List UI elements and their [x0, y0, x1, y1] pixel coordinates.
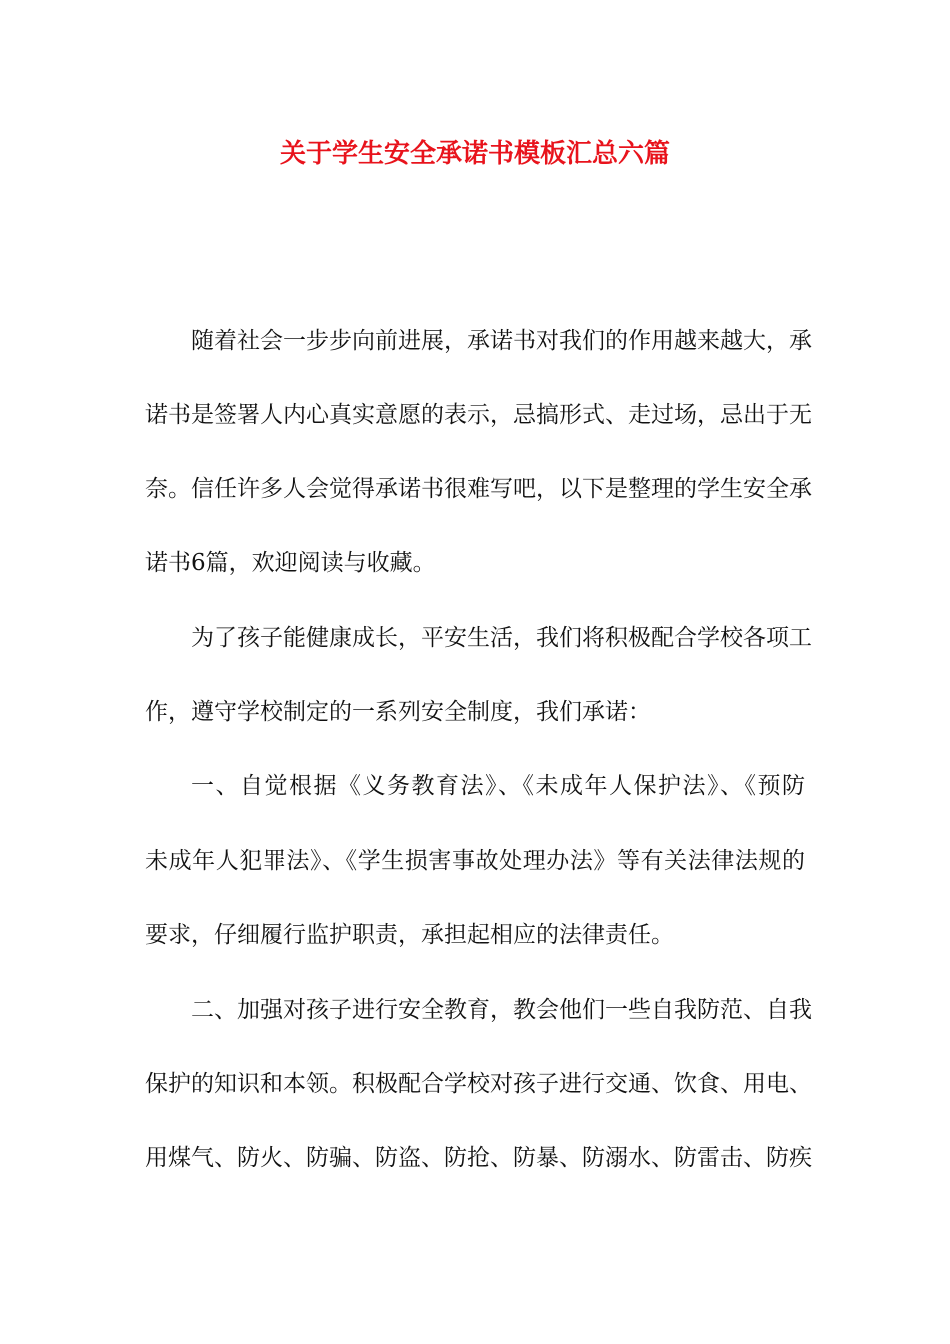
- paragraph-line: 一、自觉根据《义务教育法》、《未成年人保护法》、《预防: [191, 773, 805, 799]
- paragraph-line: 诺书6篇，欢迎阅读与收藏。: [145, 550, 436, 576]
- paragraph-line: 用煤气、防火、防骗、防盗、防抢、防暴、防溺水、防雷击、防疾: [145, 1145, 812, 1171]
- paragraph-line: 保护的知识和本领。积极配合学校对孩子进行交通、饮食、用电、: [145, 1071, 812, 1097]
- paragraph-line: 诺书是签署人内心真实意愿的表示，忌搞形式、走过场，忌出于无: [145, 402, 812, 428]
- paragraph-line: 未成年人犯罪法》、《学生损害事故处理办法》等有关法律法规的: [145, 848, 805, 874]
- paragraph-line: 二、加强对孩子进行安全教育，教会他们一些自我防范、自我: [191, 997, 812, 1023]
- paragraph-line: 随着社会一步步向前进展，承诺书对我们的作用越来越大，承: [191, 328, 812, 354]
- paragraph-line: 作，遵守学校制定的一系列安全制度，我们承诺：: [145, 699, 651, 725]
- paragraph-line: 奈。信任许多人会觉得承诺书很难写吧，以下是整理的学生安全承: [145, 476, 812, 502]
- document-title: 关于学生安全承诺书模板汇总六篇: [279, 139, 670, 169]
- paragraph-line: 要求，仔细履行监护职责，承担起相应的法律责任。: [145, 922, 674, 948]
- paragraph-line: 为了孩子能健康成长，平安生活，我们将积极配合学校各项工: [191, 625, 812, 651]
